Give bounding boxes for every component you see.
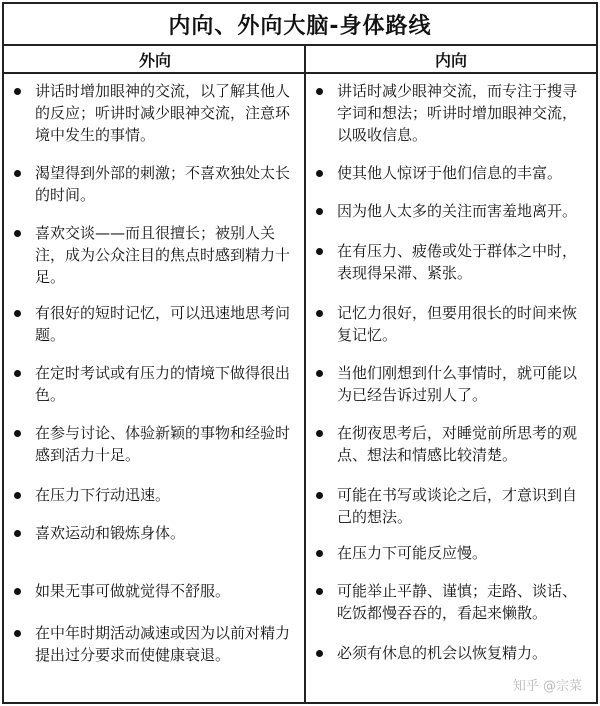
list-item (306, 162, 596, 184)
column-header-extrovert: 外向 (4, 46, 306, 74)
list-item-text: 记忆力很好，但要用很长的时间来恢复记忆。 (337, 304, 578, 344)
bullet-icon (14, 430, 21, 437)
extrovert-column (4, 74, 304, 702)
list-item (306, 484, 596, 528)
list-item-text: 在彻夜思考后，对睡觉前所思考的观点、想法和情感比较清楚。 (337, 424, 578, 464)
list-item (4, 580, 304, 602)
list-item-text: 在参与讨论、体验新颖的事物和经验时感到活力十足。 (35, 424, 291, 464)
list-item (306, 642, 596, 664)
bullet-icon (316, 370, 323, 377)
list-item-text: 可能在书写或谈论之后，才意识到自己的想法。 (337, 486, 578, 526)
list-item-text: 讲话时减少眼神交流，而专注于搜寻字词和想法；听讲时增加眼神交流，以吸收信息。 (337, 82, 578, 144)
bullet-icon (316, 208, 323, 215)
bullet-icon (316, 430, 323, 437)
list-item (4, 484, 304, 506)
list-item (4, 362, 304, 406)
bullet-icon (14, 588, 21, 595)
list-item (306, 200, 596, 222)
watermark: 知乎 @宗菜 (512, 679, 582, 694)
bullet-icon (14, 492, 21, 499)
list-item (306, 542, 596, 564)
list-item (306, 240, 596, 284)
list-item (4, 522, 304, 544)
list-item-text: 当他们刚想到什么事情时，就可能以为已经告诉过别人了。 (337, 364, 578, 404)
bullet-icon (14, 170, 21, 177)
list-item-text: 有很好的短时记忆，可以迅速地思考问题。 (35, 304, 291, 344)
list-item-text: 渴望得到外部的刺激；不喜欢独处太长的时间。 (35, 164, 291, 204)
list-item-text: 在压力下可能反应慢。 (337, 544, 488, 562)
introvert-column (306, 74, 596, 702)
list-item-text: 在定时考试或有压力的情境下做得很出色。 (35, 364, 291, 404)
list-item (306, 362, 596, 406)
list-item-text: 在有压力、疲倦或处于群体之中时，表现得呆滞、紧张。 (337, 242, 578, 282)
bullet-icon (14, 530, 21, 537)
bullet-icon (14, 630, 21, 637)
list-item (4, 422, 304, 466)
page-title: 内向、外向大脑-身体路线 (4, 4, 596, 46)
list-item (4, 622, 304, 666)
list-item-text: 如果无事可做就觉得不舒服。 (35, 582, 231, 600)
list-item-text: 在中年时期活动减速或因为以前对精力提出过分要求而使健康衰退。 (35, 624, 291, 664)
list-item (4, 162, 304, 206)
list-item (306, 422, 596, 466)
list-item-text: 使其他人惊讶于他们信息的丰富。 (337, 164, 563, 182)
bullet-icon (316, 650, 323, 657)
list-item (306, 302, 596, 346)
comparison-table (2, 2, 598, 704)
bullet-icon (316, 492, 323, 499)
list-item-text: 喜欢运动和锻炼身体。 (35, 524, 186, 542)
bullet-icon (14, 310, 21, 317)
list-item (4, 302, 304, 346)
list-item-text: 因为他人太多的关注而害羞地离开。 (337, 202, 578, 220)
list-item-text: 可能举止平静、谨慎；走路、谈话、吃饭都慢吞吞的，看起来懒散。 (337, 582, 578, 622)
bullet-icon (316, 310, 323, 317)
bullet-icon (14, 88, 21, 95)
bullet-icon (316, 588, 323, 595)
column-header-introvert: 内向 (306, 46, 596, 74)
bullet-icon (316, 248, 323, 255)
bullet-icon (316, 88, 323, 95)
list-item (306, 80, 596, 146)
list-item (4, 80, 304, 146)
list-item-text: 必须有休息的机会以恢复精力。 (337, 644, 548, 662)
list-item-text: 在压力下行动迅速。 (35, 486, 171, 504)
bullet-icon (14, 370, 21, 377)
list-item (4, 222, 304, 288)
bullet-icon (316, 170, 323, 177)
bullet-icon (14, 230, 21, 237)
list-item-text: 讲话时增加眼神的交流，以了解其他人的反应；听讲时减少眼神交流，注意环境中发生的事情。 (35, 82, 291, 144)
list-item-text: 喜欢交谈——而且很擅长；被别人关注，成为公众注目的焦点时感到精力十足。 (35, 224, 291, 286)
bullet-icon (316, 550, 323, 557)
list-item (306, 580, 596, 624)
